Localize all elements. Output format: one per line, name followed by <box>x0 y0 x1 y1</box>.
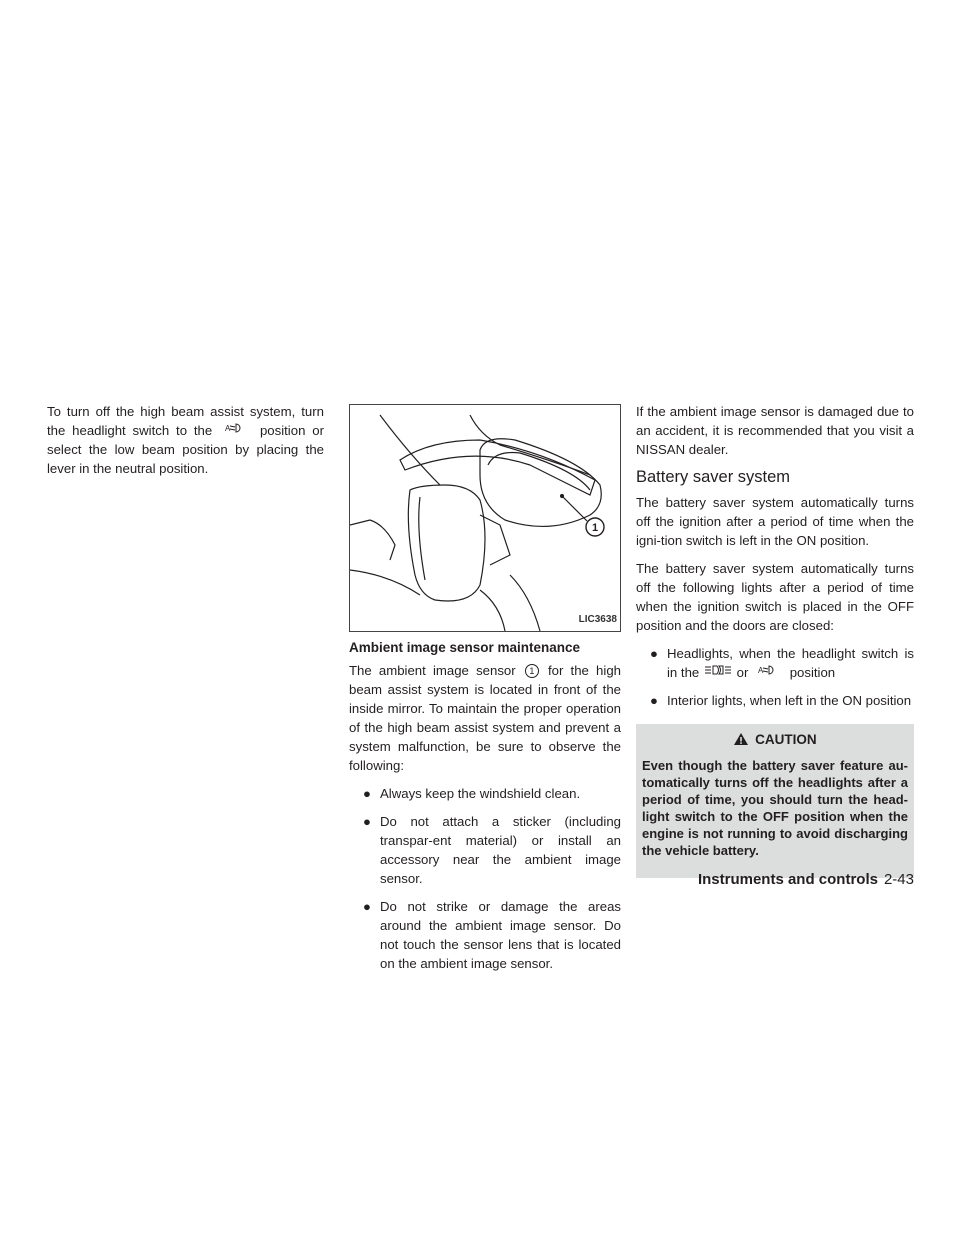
text-segment: The ambient image sensor <box>349 663 516 678</box>
column-right <box>636 402 914 878</box>
svg-text:A: A <box>758 666 764 675</box>
section-heading-sensor: Ambient image sensor maintenance <box>349 640 581 655</box>
caution-text: Even though the battery saver feature au-tomatically turns off the headlights after a period of time, you should turn the head-light switch to the OFF position when the engine is not running to avoid discharging the vehicle battery. <box>642 758 908 858</box>
list-item-text: Always keep the windshield clean. <box>380 786 581 801</box>
callout-number: 1 <box>525 664 539 678</box>
list-item <box>349 812 621 888</box>
paragraph-high-beam-off <box>47 402 324 478</box>
paragraph-sensor-damage: If the ambient image sensor is damaged due to an accident, it is recommended that you visit a NISSAN dealer. <box>636 404 914 457</box>
column-left <box>47 402 324 487</box>
column-middle <box>349 402 621 982</box>
list-item-text: Do not strike or damage the areas around the ambient image sensor. Do not touch the sensor lens that is located on the ambient image sensor. <box>380 899 621 971</box>
list-item <box>349 897 621 973</box>
paragraph-battery-2: The battery saver system automatically turns off the following lights after a period of time when the ignition switch is placed in the OFF position and the doors are closed: <box>636 561 914 633</box>
figure-code: LIC3638 <box>578 614 617 625</box>
list-item-text: Interior lights, when left in the ON position <box>667 693 912 708</box>
callout-1: 1 <box>591 522 599 534</box>
bullet-icon: ● <box>650 646 658 661</box>
caution-title: CAUTION <box>755 732 817 747</box>
list-item <box>636 644 914 682</box>
list-item <box>636 691 914 710</box>
list-item-text: Headlights, when the headlight switch is in the <box>667 646 914 680</box>
text-segment: position or select the low beam position by placing the lever in the neutral position. <box>47 423 324 476</box>
paragraph-sensor-location <box>349 661 621 775</box>
text-segment: for the high beam assist system is located in front of the inside mirror. To maintain the proper operation of the high beam assist system and prevent a system malfunction, be sure to observe the following: <box>349 663 621 773</box>
bullet-icon: ● <box>363 899 371 914</box>
list-item-text: or <box>736 665 749 680</box>
caution-header <box>642 730 908 749</box>
list-item-text: position <box>789 665 836 680</box>
auto-headlight-icon <box>219 421 253 435</box>
auto-headlight-icon <box>752 663 786 677</box>
page-number: 2-43 <box>883 871 914 888</box>
bullet-icon: ● <box>650 693 658 708</box>
section-heading-battery: Battery saver system <box>636 468 791 486</box>
list-item-text: Do not attach a sticker (including transpar-ent material) or install an accessory near the ambient image sensor. <box>380 814 621 886</box>
section-name: Instruments and controls <box>697 871 878 888</box>
list-item <box>349 784 621 803</box>
bullet-icon: ● <box>363 786 371 801</box>
paragraph-battery-1: The battery saver system automatically turns off the ignition after a period of time when the igni-tion switch is left in the ON position. <box>636 495 914 548</box>
page-footer <box>698 871 914 888</box>
headlight-icon <box>703 663 733 677</box>
caution-box <box>636 724 914 878</box>
text-segment: To turn off the high beam assist system, turn the headlight switch to the <box>47 404 324 438</box>
warning-icon <box>733 732 749 746</box>
svg-text:A: A <box>225 424 231 433</box>
bullet-icon: ● <box>363 814 371 829</box>
mirror-sensor-illustration <box>349 404 621 632</box>
